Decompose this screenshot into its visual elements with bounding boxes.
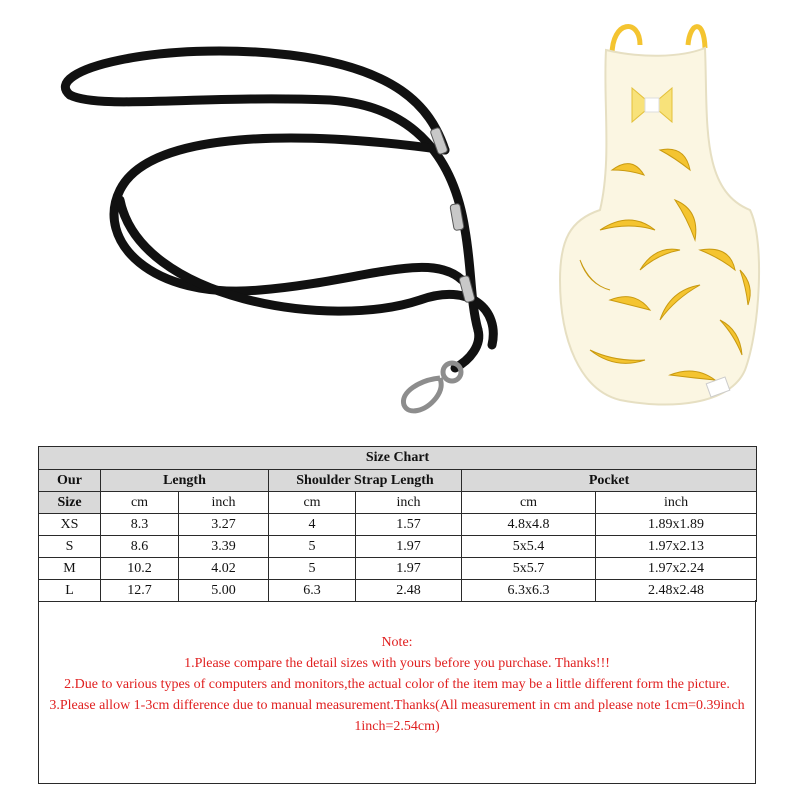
cell-length-inch: 5.00 bbox=[179, 580, 269, 602]
table-title-row bbox=[39, 447, 757, 470]
header-length: Length bbox=[101, 470, 269, 492]
cell-length-cm: 8.3 bbox=[101, 514, 179, 536]
unit-strap-cm: cm bbox=[269, 492, 356, 514]
header-pocket: Pocket bbox=[462, 470, 757, 492]
header-shoulder-strap-length: Shoulder Strap Length bbox=[269, 470, 462, 492]
cell-strap-inch: 1.97 bbox=[356, 536, 462, 558]
cell-pocket-cm: 5x5.7 bbox=[462, 558, 596, 580]
note-line-3: 3.Please allow 1-3cm difference due to manual measurement.Thanks(All measurement in cm and please note 1cm=0.39inch 1inch=2.54cm) bbox=[49, 698, 745, 734]
table-unit-row bbox=[39, 492, 757, 514]
table-header-row bbox=[39, 470, 757, 492]
unit-length-cm: cm bbox=[101, 492, 179, 514]
cell-length-cm: 12.7 bbox=[101, 580, 179, 602]
cell-pocket-inch: 1.89x1.89 bbox=[596, 514, 757, 536]
leash-image bbox=[65, 51, 493, 368]
size-chart-table bbox=[38, 446, 757, 602]
cell-strap-cm: 5 bbox=[269, 558, 356, 580]
cell-strap-inch: 2.48 bbox=[356, 580, 462, 602]
diaper-image bbox=[560, 27, 759, 405]
note-line-1: 1.Please compare the detail sizes with yours before you purchase. Thanks!!! bbox=[184, 656, 610, 671]
cell-size: L bbox=[39, 580, 101, 602]
unit-length-inch: inch bbox=[179, 492, 269, 514]
cell-size: M bbox=[39, 558, 101, 580]
cell-strap-inch: 1.97 bbox=[356, 558, 462, 580]
table-title: Size Chart bbox=[39, 447, 757, 470]
cell-strap-inch: 1.57 bbox=[356, 514, 462, 536]
cell-pocket-inch: 1.97x2.24 bbox=[596, 558, 757, 580]
table-row bbox=[39, 514, 757, 536]
table-row bbox=[39, 580, 757, 602]
cell-strap-cm: 5 bbox=[269, 536, 356, 558]
unit-strap-inch: inch bbox=[356, 492, 462, 514]
cell-pocket-inch: 2.48x2.48 bbox=[596, 580, 757, 602]
cell-length-cm: 10.2 bbox=[101, 558, 179, 580]
note-line-2: 2.Due to various types of computers and monitors,the actual color of the item may be a little different form the picture. bbox=[64, 677, 730, 692]
cell-size: XS bbox=[39, 514, 101, 536]
unit-pocket-cm: cm bbox=[462, 492, 596, 514]
cell-length-inch: 3.39 bbox=[179, 536, 269, 558]
cell-strap-cm: 6.3 bbox=[269, 580, 356, 602]
cell-strap-cm: 4 bbox=[269, 514, 356, 536]
unit-pocket-inch: inch bbox=[596, 492, 757, 514]
note-heading: Note: bbox=[381, 635, 413, 650]
note-box bbox=[38, 600, 756, 784]
table-row bbox=[39, 536, 757, 558]
cell-length-inch: 3.27 bbox=[179, 514, 269, 536]
cell-pocket-cm: 4.8x4.8 bbox=[462, 514, 596, 536]
cell-size: S bbox=[39, 536, 101, 558]
header-our-size-line2: Size bbox=[39, 492, 101, 514]
cell-pocket-cm: 6.3x6.3 bbox=[462, 580, 596, 602]
cell-pocket-inch: 1.97x2.13 bbox=[596, 536, 757, 558]
cell-length-inch: 4.02 bbox=[179, 558, 269, 580]
cell-pocket-cm: 5x5.4 bbox=[462, 536, 596, 558]
header-our-size-line1: Our bbox=[39, 470, 101, 492]
table-row bbox=[39, 558, 757, 580]
cell-length-cm: 8.6 bbox=[101, 536, 179, 558]
